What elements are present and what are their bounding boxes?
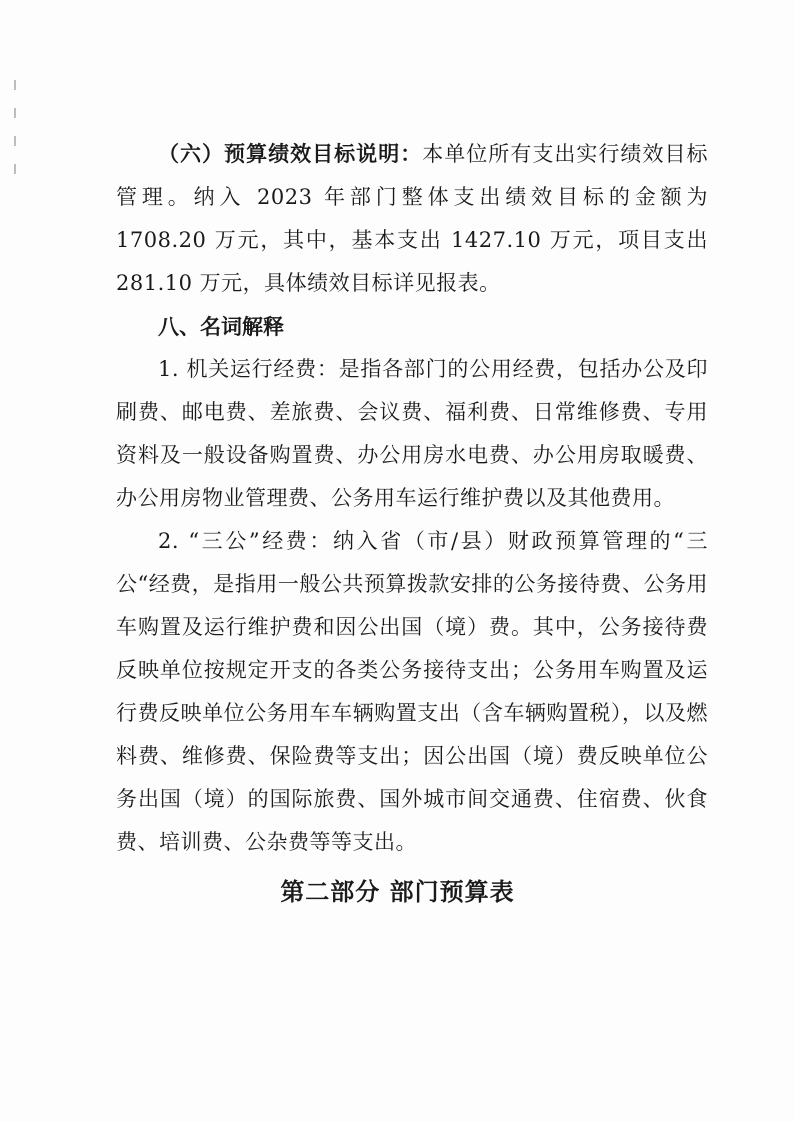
- section-8-heading: 八、名词解释: [158, 314, 284, 339]
- section-6-title: （六）预算绩效目标说明：: [158, 141, 423, 166]
- binding-marks: [14, 80, 20, 220]
- section-6-paragraph: [116, 132, 708, 305]
- term-1-paragraph: 1. 机关运行经费：是指各部门的公用经费，包括办公及印刷费、邮电费、差旅费、会议费、福利费、日常维修费、专用资料及一般设备购置费、办公用房水电费、办公用房取暖费、办公用房物业管理费、公务用车运行维护费以及其他费用。: [116, 357, 708, 510]
- term-2-paragraph: 2. “三公”经费：纳入省（市/县）财政预算管理的“三公“经费，是指用一般公共预算拨款安排的公务接待费、公务用车购置及运行维护费和因公出国（境）费。其中，公务接待费反映单位按规定开支的各类公务接待支出；公务用车购置及运行费反映单位公务用车车辆购置支出（含车辆购置税），以及燃料费、维修费、保险费等支出；因公出国（境）费反映单位公务出国（境）的国际旅费、国外城市间交通费、住宿费、伙食费、培训费、公杂费等等支出。: [116, 529, 708, 854]
- document-body: [116, 132, 708, 864]
- section-6-body: 本单位所有支出实行绩效目标管理。纳入 2023 年部门整体支出绩效目标的金额为 1708.20 万元，其中，基本支出 1427.10 万元，项目支出 281.10 万元，具体绩效目标详见报表。: [116, 142, 708, 295]
- part-2-title: 第二部分 部门预算表: [280, 877, 515, 906]
